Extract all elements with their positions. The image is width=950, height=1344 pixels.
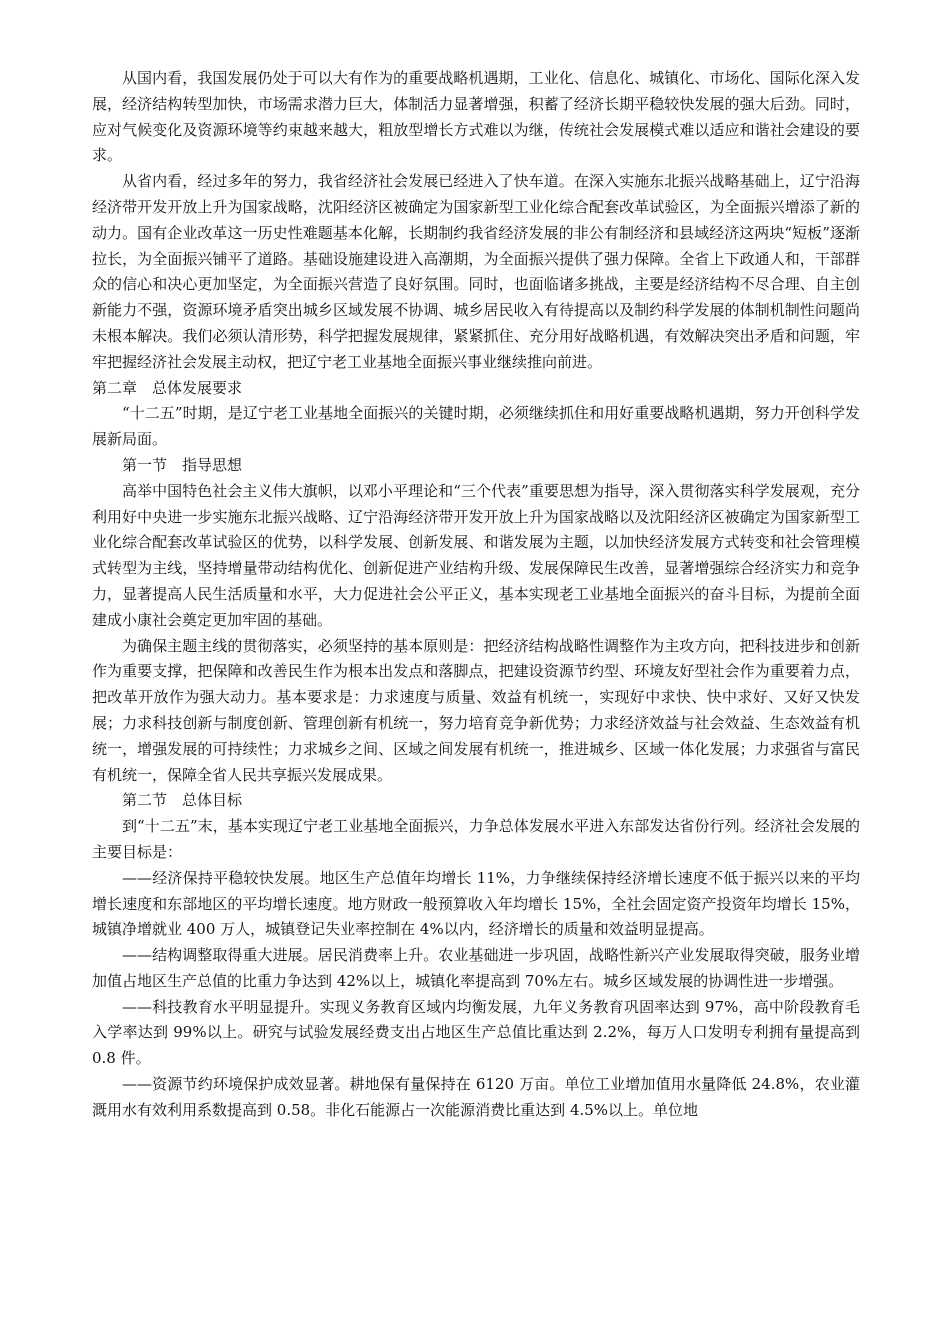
chapter-heading: 第二章 总体发展要求 [92,378,243,397]
paragraph-goal-economy: ——经济保持平稳较快发展。地区生产总值年均增长 11%，力争继续保持经济增长速度不低于振兴以来的平均增长速度和东部地区的平均增长速度。地方财政一般预算收入年均增长 15%，全社会固定资产投资年均增长 15%，城镇净增就业 400 万人，城镇登记失业率控制在 4%以内，经济增长的质量和效益明显提高。 [92,868,860,939]
paragraph-basic-principles: 为确保主题主线的贯彻落实，必须坚持的基本原则是：把经济结构战略性调整作为主攻方向，把科技进步和创新作为重要支撑，把保障和改善民生作为根本出发点和落脚点，把建设资源节约型、环境友好型社会作为重要着力点，把改革开放作为强大动力。基本要求是：力求速度与质量、效益有机统一，实现好中求快、快中求好、又好又快发展；力求科技创新与制度创新、管理创新有机统一，努力培育竞争新优势；力求经济效益与社会效益、生态效益有机统一，增强发展的可持续性；力求城乡之间、区域之间发展有机统一，推进城乡、区域一体化发展；力求强省与富民有机统一，保障全省人民共享振兴发展成果。 [92,636,860,784]
paragraph-domestic-outlook: 从国内看，我国发展仍处于可以大有作为的重要战略机遇期，工业化、信息化、城镇化、市场化、国际化深入发展，经济结构转型加快，市场需求潜力巨大，体制活力显著增强，积蓄了经济长期平稳较快发展的强大后劲。同时，应对气候变化及资源环境等约束越来越大，粗放型增长方式难以为继，传统社会发展模式难以适应和谐社会建设的要求。 [92,69,860,165]
paragraph-goal-environment: ——资源节约环境保护成效显著。耕地保有量保持在 6120 万亩。单位工业增加值用水量降低 24.8%，农业灌溉用水有效利用系数提高到 0.58。非化石能源占一次能源消费比重达到 4.5%以上。单位地 [92,1075,860,1119]
paragraph-goals-intro: 到“十二五”末，基本实现辽宁老工业基地全面振兴，力争总体发展水平进入东部发达省份行列。经济社会发展的主要目标是： [92,817,860,861]
paragraph-goal-structure: ——结构调整取得重大进展。居民消费率上升。农业基础进一步巩固，战略性新兴产业发展取得突破，服务业增加值占地区生产总值的比重力争达到 42%以上，城镇化率提高到 70%左右。城乡区域发展的协调性进一步增强。 [92,946,860,990]
paragraph-chapter-intro: “十二五”时期，是辽宁老工业基地全面振兴的关键时期，必须继续抓住和用好重要战略机遇期，努力开创科学发展新局面。 [92,404,860,449]
section-heading-guiding-ideology: 第一节 指导思想 [122,455,243,474]
paragraph-provincial-outlook: 从省内看，经过多年的努力，我省经济社会发展已经进入了快车道。在深入实施东北振兴战略基础上，辽宁沿海经济带开发开放上升为国家战略，沈阳经济区被确定为国家新型工业化综合配套改革试验区，为全面振兴增添了新的动力。国有企业改革这一历史性难题基本化解，长期制约我省经济发展的非公有制经济和县域经济这两块“短板”逐渐拉长，为全面振兴铺平了道路。基础设施建设进入高潮期，为全面振兴提供了强力保障。全省上下政通人和，干部群众的信心和决心更加坚定，为全面振兴营造了良好氛围。同时，也面临诸多挑战，主要是经济结构不尽合理、自主创新能力不强，资源环境矛盾突出城乡区域发展不协调、城乡居民收入有待提高以及制约科学发展的体制机制性问题尚未根本解决。我们必须认清形势，科学把握发展规律，紧紧抓住、充分用好战略机遇，有效解决突出矛盾和问题，牢牢把握经济社会发展主动权，把辽宁老工业基地全面振兴事业继续推向前进。 [92,172,860,371]
paragraph-guiding-ideology: 高举中国特色社会主义伟大旗帜，以邓小平理论和“三个代表”重要思想为指导，深入贯彻落实科学发展观，充分利用好中央进一步实施东北振兴战略、辽宁沿海经济带开发开放上升为国家战略以及沈阳经济区被确定为国家新型工业化综合配套改革试验区的优势，以科学发展、创新发展、和谐发展为主题，以加快经济发展方式转变和社会管理模式转型为主线，坚持增量带动结构优化、创新促进产业结构升级、发展保障民生改善，显著增强综合经济实力和竞争力，显著提高人民生活质量和水平，大力促进社会公平正义，基本实现老工业基地全面振兴的奋斗目标，为提前全面建成小康社会奠定更加牢固的基础。 [92,481,860,629]
section-heading-overall-goals: 第二节 总体目标 [122,791,243,810]
paragraph-goal-education: ——科技教育水平明显提升。实现义务教育区域内均衡发展，九年义务教育巩固率达到 97%，高中阶段教育毛入学率达到 99%以上。研究与试验发展经费支出占地区生产总值比重达到 2.2%，每万人口发明专利拥有量提高到 0.8 件。 [92,997,860,1068]
